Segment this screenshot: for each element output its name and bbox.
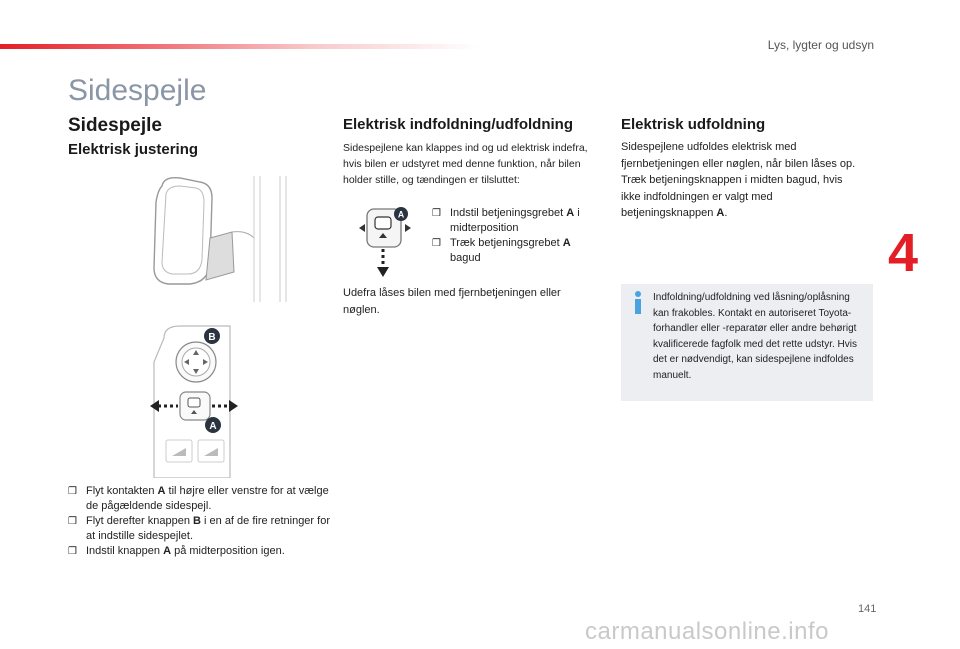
mirror-control-switch-icon	[150, 322, 238, 478]
label-b-text: B	[208, 332, 216, 343]
checkbox-bullet-icon: ❒	[432, 208, 441, 219]
label-b-icon	[204, 328, 220, 344]
list-item: ❒ Flyt derefter knappen B i en af de fire retninger for at indstille sidespejlet.	[68, 515, 330, 542]
info-text: Indfoldning/udfoldning ved låsning/oplåsning kan frakobles. Kontakt en autoriseret Toyota-forhandler eller -reparatør eller andre behørigt kvalificerede fagfolk med det rette udstyr. Hvis det er nødvendigt, kan sidespejlene indfoldes manuelt.	[653, 292, 857, 381]
label-a-icon	[394, 207, 408, 221]
section-heading-sidespejle: Sidespejle	[68, 115, 162, 136]
list-item: ❒ Flyt kontakten A til højre eller venstre for at vælge de pågældende sidespejl.	[68, 485, 329, 512]
indfoldning-intro: Sidespejlene kan klappes ind og ud elektrisk indefra, hvis bilen er udstyret med denne funktion, når bilen holder stille, og tændingen er tilsluttet:	[343, 142, 588, 186]
chapter-number: 4	[888, 223, 919, 283]
page-title: Sidespejle	[68, 74, 207, 107]
section-heading-udfoldning: Elektrisk udfoldning	[621, 116, 766, 133]
header-accent-bar	[0, 44, 480, 49]
section-subheading-justering: Elektrisk justering	[68, 141, 199, 158]
watermark: carmanualsonline.info	[585, 618, 829, 645]
checkbox-bullet-icon: ❒	[432, 238, 441, 249]
chapter-title: Lys, lygter og udsyn	[767, 38, 874, 52]
info-icon	[629, 290, 647, 314]
checkbox-bullet-icon: ❒	[68, 486, 77, 497]
list-item: ❒ Indstil betjeningsgrebet A i midterposition	[432, 207, 580, 234]
indfoldning-note: Udefra låses bilen med fjernbetjeningen eller nøglen.	[343, 287, 561, 316]
label-a-icon	[205, 417, 221, 433]
checkbox-bullet-icon: ❒	[68, 546, 77, 557]
udfoldning-text: Sidespejlene udfoldes elektrisk med fjernbetjeningen eller nøglen, når bilen låses op. Træk betjeningsknappen i midten bagud, hvis ikke indfoldningen er valgt med betjeningsknappen A.	[621, 141, 856, 219]
section-heading-indfoldning: Elektrisk indfoldning/udfoldning	[343, 116, 573, 133]
page-number: 141	[858, 603, 877, 615]
label-a-text: A	[397, 209, 405, 220]
side-mirror-icon	[150, 172, 290, 308]
info-box	[621, 284, 873, 401]
checkbox-bullet-icon: ❒	[68, 516, 77, 527]
list-item: ❒ Indstil knappen A på midterposition igen.	[68, 545, 285, 557]
indfoldning-steps	[432, 206, 604, 266]
label-a-text: A	[209, 421, 217, 432]
list-item: ❒ Træk betjeningsgrebet A bagud	[432, 237, 571, 264]
justering-steps	[68, 484, 330, 559]
